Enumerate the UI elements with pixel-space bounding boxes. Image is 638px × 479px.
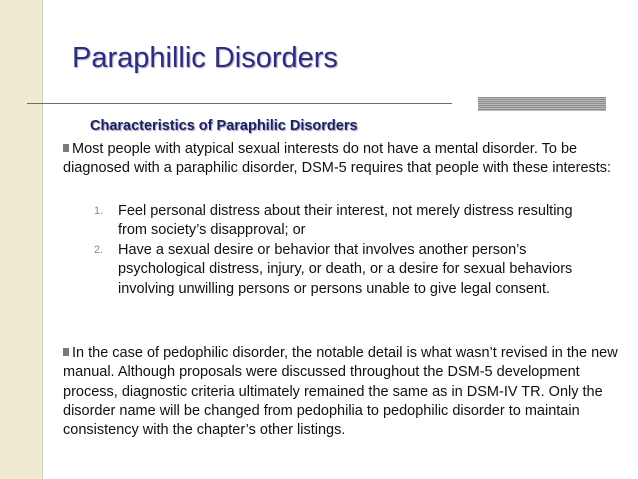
paragraph-pedophilic-text: In the case of pedophilic disorder, the notable detail is what wasn’t revised in the new manual. Although proposals were discussed throughout the DSM-5 development process, diagnostic criteria ultimately remained the same as in DSM-IV TR. Only the disorder name will be changed from pedophilia to pedophilic disorder to maintain consistency with the chapter’s other listings. <box>63 345 618 439</box>
title-underline-rule <box>27 103 452 104</box>
paragraph-intro <box>63 140 633 179</box>
square-bullet-icon <box>63 144 69 152</box>
list-item-text: Have a sexual desire or behavior that involves another person’s psychological distress, injury, or death, or a desire for sexual behaviors involving unwilling persons or persons unable to give legal consent. <box>118 242 573 297</box>
list-item <box>94 241 598 299</box>
list-item-text: Feel personal distress about their interest, not merely distress resulting from society’s disapproval; or <box>118 203 573 239</box>
list-item <box>94 202 598 241</box>
slide-title: Paraphillic Disorders <box>72 42 338 74</box>
title-rule-accent-bar <box>478 97 606 111</box>
list-number: 1. <box>94 205 104 217</box>
paragraph-intro-text: Most people with atypical sexual interests do not have a mental disorder. To be diagnosed with a paraphilic disorder, DSM-5 requires that people with these interests: <box>63 141 612 177</box>
square-bullet-icon <box>63 348 69 356</box>
paragraph-pedophilic <box>63 344 633 440</box>
left-band-edge <box>42 0 43 479</box>
list-number: 2. <box>94 244 104 256</box>
left-decorative-band <box>0 0 42 479</box>
slide-subtitle: Characteristics of Paraphilic Disorders <box>90 118 358 134</box>
